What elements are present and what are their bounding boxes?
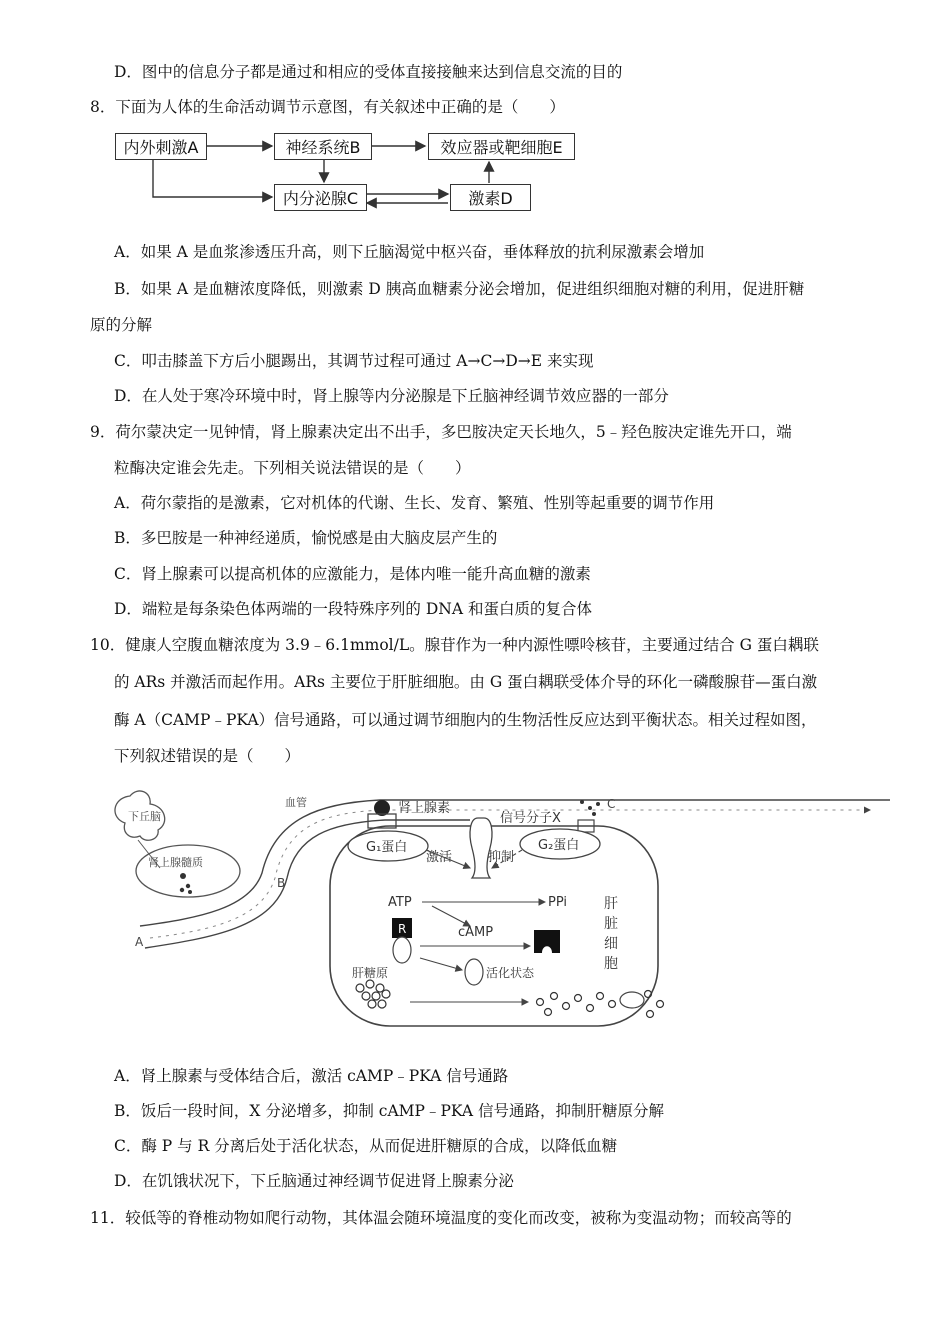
liver-cell-label-2: 脏 bbox=[604, 916, 618, 932]
q10-option-c: C．酶 P 与 R 分离后处于活化状态，从而促进肝糖原的合成，以降低血糖 bbox=[114, 1137, 618, 1155]
arrow-atp-camp bbox=[432, 906, 470, 926]
r-subunit-free bbox=[534, 930, 560, 953]
atp-label: ATP bbox=[388, 895, 412, 910]
enzyme-p-bound bbox=[393, 937, 411, 963]
q10-figure bbox=[0, 778, 950, 1038]
enzyme-p-active bbox=[465, 959, 483, 985]
q10-option-b: B．饭后一段时间，X 分泌增多，抑制 cAMP﹣PKA 信号通路，抑制肝糖原分解 bbox=[114, 1102, 664, 1120]
adrenal-medulla-label: 肾上腺髓质 bbox=[148, 856, 203, 869]
liver-cell-label-3: 细 bbox=[604, 936, 618, 952]
label-c: C bbox=[607, 797, 616, 811]
camp-label: cAMP bbox=[458, 925, 494, 940]
label-a: A bbox=[135, 935, 144, 949]
glycogen-label: 肝糖原 bbox=[352, 966, 389, 980]
vessel-label: 血管 bbox=[285, 796, 307, 809]
q9-option-d: D．端粒是每条染色体两端的一段特殊序列的 DNA 和蛋白质的复合体 bbox=[114, 600, 592, 618]
box-hormone-d: 激素D bbox=[450, 184, 531, 211]
q8-option-c: C．叩击膝盖下方后小腿踢出，其调节过程可通过 A→C→D→E 来实现 bbox=[114, 352, 594, 370]
adrenal-medulla-shape bbox=[136, 845, 240, 897]
q11-stem: 11．较低等的脊椎动物如爬行动物，其体温会随环境温度的变化而改变，被称为变温动物；而较高等的 bbox=[90, 1209, 792, 1227]
blood-flow bbox=[150, 810, 870, 938]
q10-stem-cont2: 酶 A（CAMP﹣PKA）信号通路，可以通过调节细胞内的生物活性反应达到平衡状态。相关过程如图， bbox=[114, 711, 817, 729]
box-effector-e: 效应器或靶细胞E bbox=[428, 133, 575, 160]
q8-option-b: B．如果 A 是血糖浓度降低，则激素 D 胰高血糖素分泌会增加，促进组织细胞对糖的利用，促进肝糖 bbox=[114, 280, 805, 298]
arrow-to-active bbox=[420, 958, 462, 970]
active-state-label: 活化状态 bbox=[486, 966, 535, 980]
glucose-transporter bbox=[620, 992, 644, 1008]
adenylyl-cyclase bbox=[470, 818, 492, 878]
epinephrine-label: 肾上腺素 bbox=[398, 801, 451, 816]
box-nervous-b: 神经系统B bbox=[274, 133, 372, 160]
box-endocrine-c: 内分泌腺C bbox=[274, 184, 367, 211]
inhibit-label: 抑制 bbox=[488, 850, 515, 865]
activate-label: 激活 bbox=[426, 850, 453, 865]
q10-option-d: D．在饥饿状况下，下丘脑通过神经调节促进肾上腺素分泌 bbox=[114, 1172, 514, 1190]
q10-stem-cont3: 下列叙述错误的是（ ） bbox=[114, 747, 301, 765]
q8-stem: 8．下面为人体的生命活动调节示意图，有关叙述中正确的是（ ） bbox=[90, 98, 565, 116]
q9-option-a: A．荷尔蒙指的是激素，它对机体的代谢、生长、发育、繁殖、性别等起重要的调节作用 bbox=[114, 494, 715, 512]
hypothalamus-label: 下丘脑 bbox=[128, 810, 161, 823]
q8-option-a: A．如果 A 是血浆渗透压升高，则下丘脑渴觉中枢兴奋，垂体释放的抗利尿激素会增加 bbox=[114, 243, 705, 261]
q9-stem-cont: 粒酶决定谁会先走。下列相关说法错误的是（ ） bbox=[114, 459, 471, 477]
liver-cell-label-4: 胞 bbox=[604, 956, 618, 972]
q10-stem: 10．健康人空腹血糖浓度为 3.9﹣6.1mmol/L。腺苷作为一种内源性嘌呤核苷，主要通过结合 G 蛋白耦联 bbox=[90, 636, 819, 654]
arrow-a-c bbox=[153, 160, 272, 197]
q10-stem-cont1: 的 ARs 并激活而起作用。ARs 主要位于肝脏细胞。由 G 蛋白耦联受体介导的环化一磷酸腺苷—蛋白激 bbox=[114, 673, 818, 691]
label-b: B bbox=[277, 876, 286, 890]
r-label: R bbox=[398, 922, 407, 936]
q8-option-d: D．在人处于寒冷环境中时，肾上腺等内分泌腺是下丘脑神经调节效应器的一部分 bbox=[114, 387, 669, 405]
box-stimulus-a: 内外刺激A bbox=[115, 133, 207, 160]
g2-protein-label: G₂蛋白 bbox=[538, 838, 580, 853]
q7-option-d: D．图中的信息分子都是通过和相应的受体直接接触来达到信息交流的目的 bbox=[114, 63, 623, 81]
q8-option-b-cont: 原的分解 bbox=[90, 316, 153, 334]
liver-cell-label-1: 肝 bbox=[604, 896, 618, 912]
signal-x-label: 信号分子X bbox=[500, 811, 561, 826]
q9-option-b: B．多巴胺是一种神经递质，愉悦感是由大脑皮层产生的 bbox=[114, 529, 498, 547]
q9-stem: 9．荷尔蒙决定一见钟情，肾上腺素决定出不出手，多巴胺决定天长地久，5﹣羟色胺决定谁先开口，端 bbox=[90, 423, 792, 441]
g1-protein-label: G₁蛋白 bbox=[366, 840, 408, 855]
glycogen-granules bbox=[356, 980, 390, 1008]
q10-option-a: A．肾上腺素与受体结合后，激活 cAMP﹣PKA 信号通路 bbox=[114, 1067, 509, 1085]
ppi-label: PPi bbox=[548, 895, 568, 910]
q9-option-c: C．肾上腺素可以提高机体的应激能力，是体内唯一能升高血糖的激素 bbox=[114, 565, 591, 583]
